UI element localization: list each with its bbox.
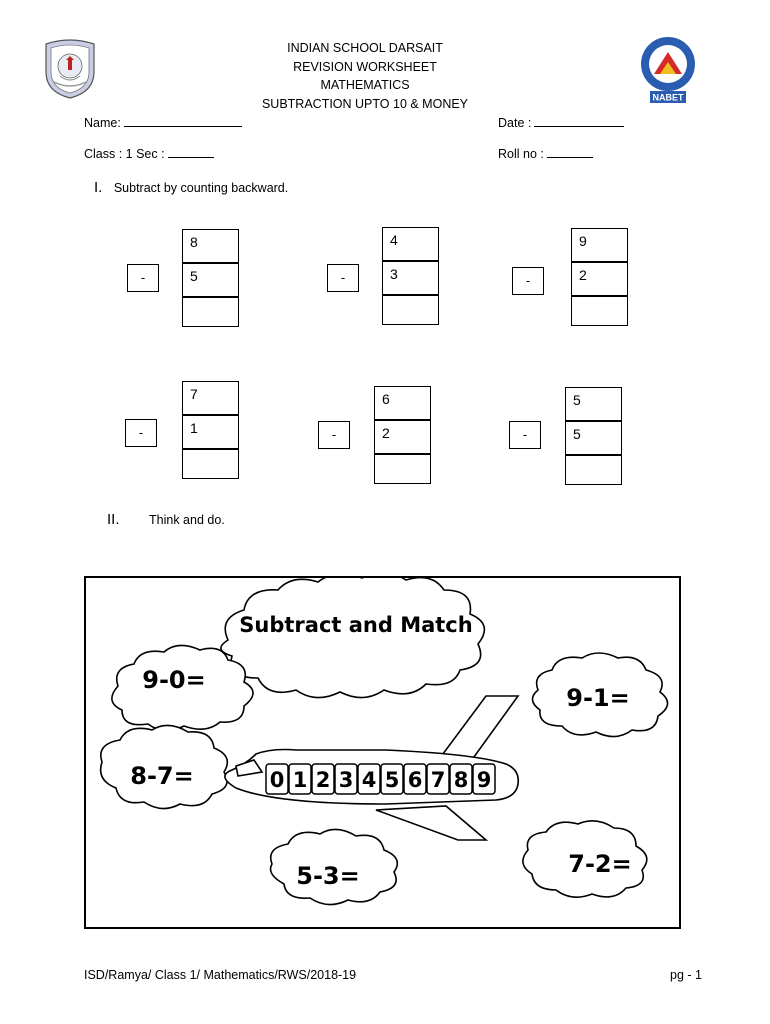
section-1-instruction: Subtract by counting backward. <box>113 181 289 195</box>
roll-label: Roll no : <box>498 147 544 161</box>
plane-digit: 4 <box>361 768 377 792</box>
answer-box[interactable] <box>565 455 622 485</box>
answer-box[interactable] <box>374 454 431 484</box>
plane-digit: 6 <box>407 768 423 792</box>
page-number: pg - 1 <box>670 968 702 982</box>
cloud-label-9-1: 9-1= <box>566 684 630 712</box>
activity-title: Subtract and Match <box>239 613 473 637</box>
plane-digit: 5 <box>384 768 400 792</box>
cloud-label-5-3: 5-3= <box>296 862 360 890</box>
plane-digit: 7 <box>430 768 446 792</box>
name-blank[interactable] <box>124 116 242 127</box>
answer-box[interactable] <box>571 296 628 326</box>
cloud-label-8-7: 8-7= <box>130 762 194 790</box>
plane-digit: 0 <box>269 768 285 792</box>
top-number: 4 <box>382 227 439 261</box>
bottom-number: 5 <box>565 421 622 455</box>
answer-box[interactable] <box>382 295 439 325</box>
title-cloud <box>221 578 485 698</box>
school-name: INDIAN SCHOOL DARSAIT <box>287 41 443 55</box>
plane-digit: 8 <box>453 768 469 792</box>
minus-sign-box: - <box>327 264 359 292</box>
cloud-label-7-2: 7-2= <box>568 850 632 878</box>
cloud-label-9-0: 9-0= <box>142 666 206 694</box>
bottom-number: 1 <box>182 415 239 449</box>
minus-sign-box: - <box>512 267 544 295</box>
roll-field[interactable] <box>498 147 593 161</box>
minus-sign-box: - <box>318 421 350 449</box>
minus-sign-box: - <box>125 419 157 447</box>
subject-title: MATHEMATICS <box>320 78 410 92</box>
subtract-and-match-activity <box>84 576 681 929</box>
bottom-number: 5 <box>182 263 239 297</box>
name-field[interactable] <box>84 116 242 130</box>
plane-digit: 9 <box>476 768 492 792</box>
top-number: 5 <box>565 387 622 421</box>
date-blank[interactable] <box>534 116 624 127</box>
bottom-number: 2 <box>571 262 628 296</box>
section-1-heading <box>94 179 288 196</box>
bottom-number: 2 <box>374 420 431 454</box>
top-number: 9 <box>571 228 628 262</box>
section-blank[interactable] <box>168 147 214 158</box>
bottom-number: 3 <box>382 261 439 295</box>
nabet-label: NABET <box>652 92 684 103</box>
date-field[interactable] <box>498 116 624 130</box>
minus-sign-box: - <box>509 421 541 449</box>
date-label: Date : <box>498 116 532 130</box>
section-2-instruction: Think and do. <box>149 513 225 527</box>
plane-digit: 2 <box>315 768 331 792</box>
roll-blank[interactable] <box>547 147 593 158</box>
class-field[interactable] <box>84 147 214 161</box>
section-1-numeral: I. <box>94 179 103 196</box>
class-label: Class : 1 Sec : <box>84 147 165 161</box>
top-number: 7 <box>182 381 239 415</box>
name-label: Name: <box>84 116 121 130</box>
topic-title: SUBTRACTION UPTO 10 & MONEY <box>261 97 469 111</box>
worksheet-title: REVISION WORKSHEET <box>293 60 437 74</box>
plane-digit: 1 <box>292 768 308 792</box>
answer-box[interactable] <box>182 297 239 327</box>
footer-reference: ISD/Ramya/ Class 1/ Mathematics/RWS/2018-19 <box>84 968 357 982</box>
top-number: 6 <box>374 386 431 420</box>
plane-digit: 3 <box>338 768 354 792</box>
section-2-numeral: II. <box>107 511 120 528</box>
answer-box[interactable] <box>182 449 239 479</box>
plane-digit-strip <box>266 764 495 794</box>
section-2-heading <box>107 511 225 528</box>
top-number: 8 <box>182 229 239 263</box>
minus-sign-box: - <box>127 264 159 292</box>
